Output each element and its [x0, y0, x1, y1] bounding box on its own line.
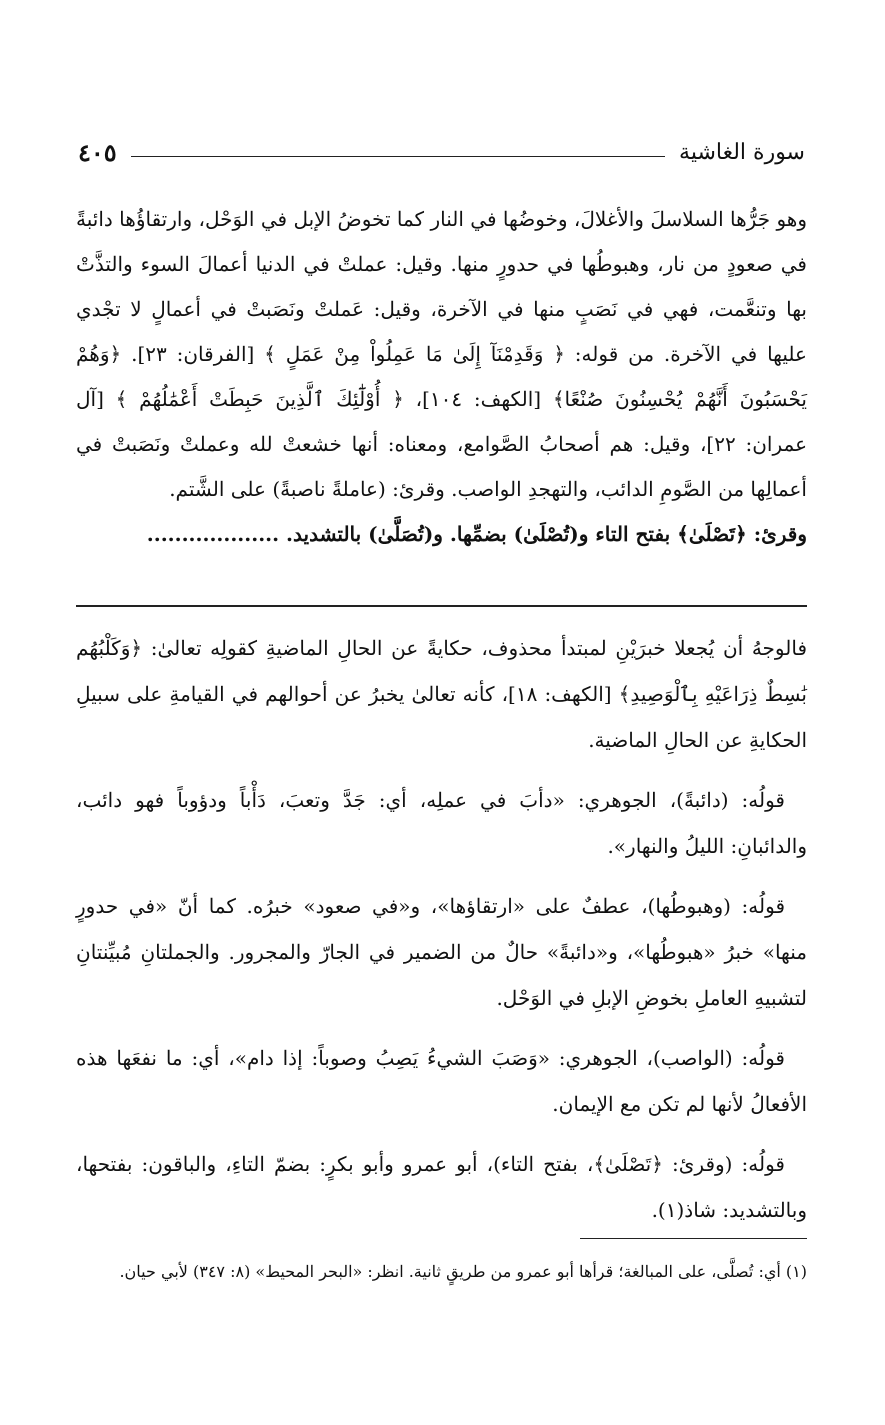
running-title: سورة الغاشية — [679, 139, 805, 165]
footnote: (١) أي: تُصلَّى، على المبالغة؛ قرأها أبو عمرو من طريقٍ ثانية. انظر: «البحر المحيط» (٨: ٣٤٧) لأبي حيان. — [119, 1262, 807, 1281]
main-paragraph-qiraat: وقرئ: ﴿تَصْلَىٰ﴾ بفتح التاء و(تُصْلَىٰ) بضمِّها. و(تُصَلَّىٰ) بالتشديد. ................... — [146, 522, 807, 546]
commentary — [76, 625, 807, 1247]
header-rule — [131, 156, 665, 157]
section-divider — [76, 605, 807, 607]
commentary-paragraph: قولُه: (دائبةً)، الجوهري: «دأبَ في عملِه، أي: جَدَّ وتعبَ، دَأْباً ودؤوباً فهو دائب، والدائبانِ: الليلُ والنهار». — [76, 788, 807, 858]
page-number: ٤٠٥ — [78, 137, 117, 167]
footnote-divider — [580, 1238, 807, 1239]
commentary-paragraph: فالوجهُ أن يُجعلا خبرَيْنِ لمبتدأ محذوف، حكايةً عن الحالِ الماضيةِ كقولِه تعالىٰ: ﴿وَكَلْبُهُم بَٰسِطٌ ذِرَاعَيْهِ بِٱلْوَصِيدِ﴾ [الكهف: ١٨]، كأنه تعالىٰ يخبرُ عن أحوالهم في القيامةِ على سبيلِ الحكايةِ عن الحالِ الماضية. — [76, 636, 807, 752]
commentary-paragraph: قولُه: (الواصب)، الجوهري: «وَصَبَ الشيءُ يَصِبُ وصوباً: إذا دام»، أي: ما نفعَها هذه الأفعالُ لأنها لم تكن مع الإيمان. — [76, 1046, 807, 1116]
page-header — [78, 132, 805, 172]
main-text — [76, 197, 807, 557]
commentary-paragraph: قولُه: (وهبوطُها)، عطفٌ على «ارتقاؤها»، و«في صعود» خبرُه. كما أنّ «في حدورٍ منها» خبرُ «هبوطُها»، و«دائبةً» حالٌ من الضمير في الجارّ والمجرور. والجملتانِ مُبيِّنتانِ لتشبيهِ العاملِ بخوضِ الإبلِ في الوَحْل. — [76, 894, 807, 1010]
main-paragraph: وهو جَرُّها السلاسلَ والأغلالَ، وخوضُها في النار كما تخوضُ الإبل في الوَحْل، وارتقاؤُها دائبةً في صعودٍ من نار، وهبوطُها في حدورٍ منها. وقيل: عملتْ في الدنيا أعمالَ السوء والتذَّتْ بها وتنعَّمت، فهي في نَصَبٍ منها في الآخرة، وقيل: عَملتْ ونَصَبتْ في أعمالٍ لا تجْدي عليها في الآخرة. من قوله: ﴿ وَقَدِمْنَآ إِلَىٰ مَا عَمِلُواْ مِنْ عَمَلٍ ﴾ [الفرقان: ٢٣]. ﴿وَهُمْ يَحْسَبُونَ أَنَّهُمْ يُحْسِنُونَ صُنْعًا﴾ [الكهف: ١٠٤]، ﴿ أُوْلَٰٓئِكَ ٱلَّذِينَ حَبِطَتْ أَعْمَٰلُهُمْ ﴾ [آل عمران: ٢٢]، وقيل: هم أصحابُ الصَّوامع، ومعناه: أنها خشعتْ لله وعملتْ ونَصَبتْ في أعمالِها من الصَّومِ الدائب، والتهجدِ الواصب. وقرئ: (عاملةً ناصبةً) على الشَّتم. — [76, 207, 808, 501]
commentary-paragraph: قولُه: (وقرئ: ﴿تَصْلَىٰ﴾، بفتح التاء)، أبو عمرو وأبو بكرٍ: بضمّ التاءِ، والباقون: بفتحها، وبالتشديد: شاذ(١). — [76, 1152, 807, 1222]
